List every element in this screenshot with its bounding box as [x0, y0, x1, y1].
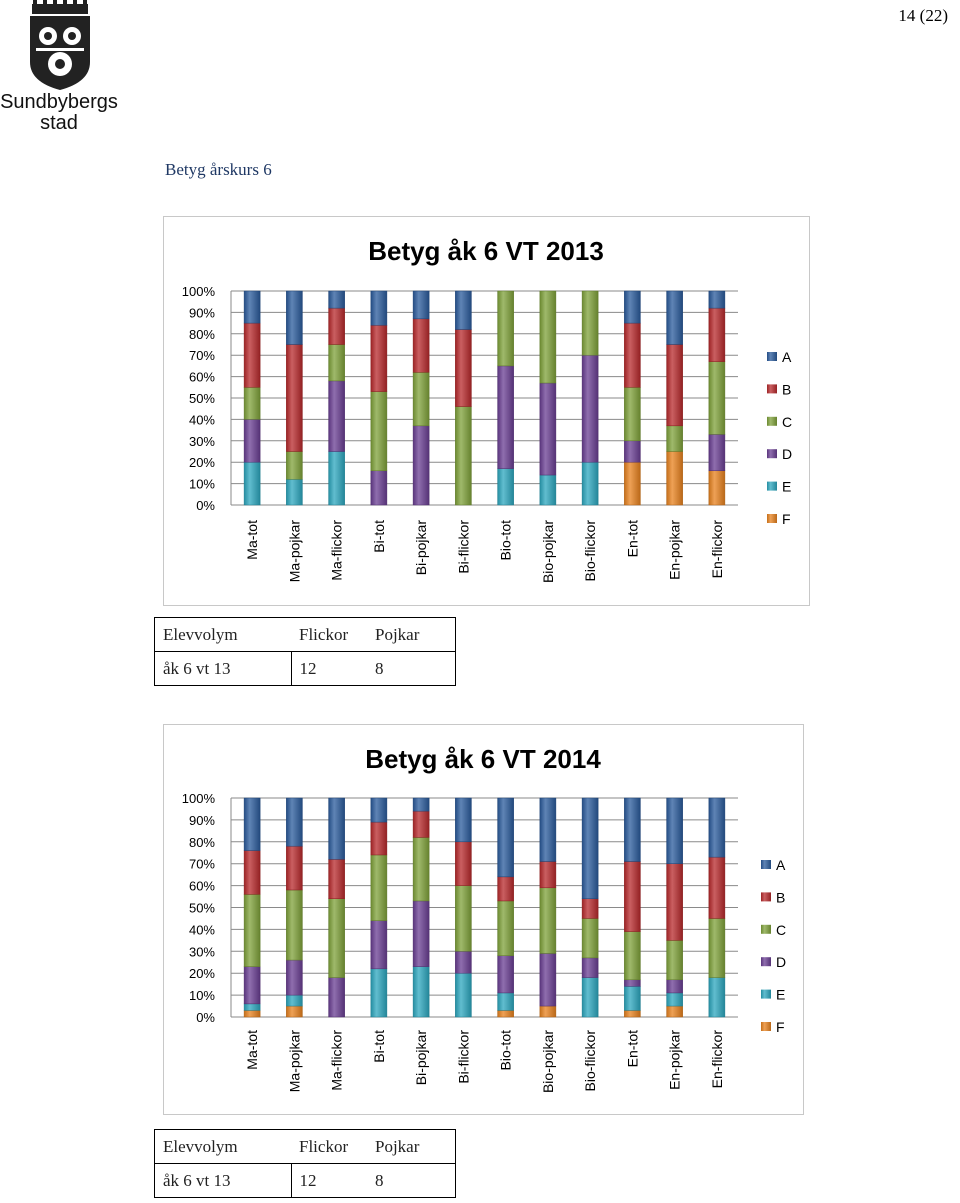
bar-segment-c [371, 855, 387, 921]
bar-segment-b [540, 862, 556, 888]
bar-segment-c [413, 837, 429, 901]
x-tick-label: Bi-tot [370, 520, 387, 553]
bar-segment-a [244, 798, 260, 851]
x-tick-label: Ma-tot [244, 1030, 261, 1070]
x-tick-label: Bi-flickor [455, 520, 472, 574]
legend-label: D [782, 446, 793, 463]
legend-label: F [776, 1019, 785, 1035]
table-cell-pojkar: 8 [367, 652, 456, 686]
bar-segment-c [709, 918, 725, 977]
bar-segment-e [709, 978, 725, 1017]
x-tick-label: En-pojkar [666, 1030, 683, 1090]
table-cell-flickor: 12 [291, 1164, 367, 1198]
y-tick-label: 20% [188, 455, 215, 471]
y-tick-label: 40% [188, 412, 215, 428]
y-tick-label: 10% [188, 476, 215, 492]
legend-swatch-a [761, 860, 771, 869]
bar-segment-e [455, 973, 471, 1017]
bar-segment-a [455, 798, 471, 842]
legend-swatch-d [761, 957, 771, 966]
bar-segment-c [667, 940, 683, 979]
legend-swatch-b [761, 892, 771, 901]
bar-segment-f [244, 1010, 260, 1017]
x-tick-label: Bio-pojkar [539, 520, 556, 584]
bar-segment-a [540, 798, 556, 862]
logo-text-line2: stad [40, 112, 78, 134]
bar-segment-d [540, 953, 556, 1006]
legend-label: B [782, 381, 792, 398]
bar-segment-d [413, 901, 429, 967]
bar-segment-b [286, 846, 302, 890]
y-tick-label: 100% [181, 284, 215, 299]
bar-segment-f [286, 1006, 302, 1017]
logo-text-line1: Sundbybergs [0, 91, 118, 113]
x-tick-label: Ma-pojkar [286, 1030, 303, 1093]
y-tick-label: 80% [188, 326, 215, 342]
page-number: 14 (22) [898, 6, 948, 25]
x-tick-label: En-flickor [708, 1030, 725, 1089]
bar-segment-a [709, 798, 725, 857]
bar-segment-d [498, 956, 514, 993]
y-tick-label: 40% [188, 922, 215, 938]
legend-label: A [776, 857, 786, 873]
x-tick-label: Bio-tot [497, 520, 514, 561]
bar-segment-e [244, 1004, 260, 1011]
y-tick-label: 50% [188, 900, 215, 916]
y-tick-label: 20% [188, 966, 215, 982]
bar-segment-c [286, 890, 302, 960]
bar-segment-d [667, 980, 683, 993]
bar-segment-a [413, 798, 429, 811]
bar-segment-e [667, 993, 683, 1006]
y-tick-label: 90% [188, 812, 215, 828]
x-tick-label: En-pojkar [666, 520, 683, 580]
x-tick-label: En-flickor [708, 520, 725, 579]
x-tick-label: Bio-flickor [582, 1030, 599, 1092]
x-tick-label: Bi-flickor [455, 1030, 472, 1084]
bar-segment-e [624, 986, 640, 1010]
bar-segment-b [244, 851, 260, 895]
bar-segment-b [667, 864, 683, 941]
legend-label: D [776, 954, 787, 971]
bar-segment-b [582, 899, 598, 919]
x-tick-label: Bio-tot [497, 1030, 514, 1071]
bar-segment-a [286, 798, 302, 846]
x-tick-label: Bi-pojkar [413, 520, 430, 576]
bar-segment-c [624, 932, 640, 980]
bar-segment-f [667, 1006, 683, 1017]
legend-label: C [776, 921, 787, 938]
bar-segment-b [709, 857, 725, 918]
legend-swatch-f [761, 1022, 771, 1031]
legend-label: F [782, 511, 791, 527]
table-header-flickor: Flickor [291, 1130, 367, 1164]
y-tick-label: 70% [188, 856, 215, 872]
table-cell-label: åk 6 vt 13 [155, 652, 292, 686]
x-tick-label: Bi-tot [370, 1030, 387, 1063]
y-tick-label: 90% [188, 305, 215, 321]
volume-table-2014 [154, 1129, 456, 1198]
table-cell-flickor: 12 [291, 652, 367, 686]
bar-segment-c [455, 886, 471, 952]
bar-segment-d [455, 951, 471, 973]
bar-segment-f [540, 1006, 556, 1017]
y-tick-label: 50% [188, 391, 215, 406]
y-tick-label: 100% [181, 791, 215, 806]
legend-label: C [782, 413, 793, 430]
bar-segment-a [371, 798, 387, 822]
bar-segment-c [540, 888, 556, 954]
chart-title: Betyg åk 6 VT 2014 [365, 744, 601, 774]
x-tick-label: En-tot [624, 1030, 641, 1068]
bar-segment-e [371, 969, 387, 1017]
bar-segment-b [455, 842, 471, 886]
x-tick-label: Ma-flickor [328, 520, 345, 581]
y-tick-label: 30% [188, 433, 215, 449]
bar-segment-d [624, 980, 640, 987]
bar-segment-c [244, 894, 260, 966]
bar-segment-b [413, 811, 429, 837]
bar-segment-e [582, 978, 598, 1017]
y-tick-label: 60% [188, 878, 215, 894]
section-heading: Betyg årskurs 6 [165, 160, 272, 179]
bar-segment-a [667, 798, 683, 864]
bar-segment-e [498, 993, 514, 1011]
bar-segment-b [329, 859, 345, 898]
bar-segment-d [582, 958, 598, 978]
bar-segment-c [582, 918, 598, 957]
table-header-elevvolym: Elevvolym [155, 1130, 292, 1164]
bar-segment-a [498, 798, 514, 877]
y-tick-label: 70% [188, 348, 215, 364]
bar-segment-a [582, 798, 598, 899]
bar-segment-a [329, 798, 345, 859]
x-tick-label: Ma-tot [244, 520, 261, 560]
bar-segment-f [498, 1010, 514, 1017]
bar-segment-d [244, 967, 260, 1004]
x-tick-label: Ma-flickor [328, 1030, 345, 1091]
legend-swatch-e [761, 990, 771, 999]
bar-segment-b [498, 877, 514, 901]
x-tick-label: Bio-pojkar [539, 1030, 556, 1094]
legend-label: B [776, 889, 786, 906]
x-tick-label: Bio-flickor [582, 520, 599, 582]
table-header-pojkar: Pojkar [367, 618, 456, 652]
table-header-elevvolym: Elevvolym [155, 618, 292, 652]
bar-segment-a [624, 798, 640, 862]
x-tick-label: En-tot [624, 520, 641, 558]
table-header-pojkar: Pojkar [367, 1130, 456, 1164]
bar-segment-d [286, 960, 302, 995]
legend-label: A [782, 349, 792, 365]
bar-segment-d [371, 921, 387, 969]
bar-segment-d [329, 978, 345, 1017]
bar-segment-c [498, 901, 514, 956]
bar-segment-f [624, 1010, 640, 1017]
x-tick-label: Bi-pojkar [413, 1030, 430, 1086]
y-tick-label: 60% [188, 369, 215, 385]
table-cell-pojkar: 8 [367, 1164, 456, 1198]
legend-label: E [782, 478, 792, 495]
y-tick-label: 0% [196, 1010, 215, 1025]
bar-segment-b [371, 822, 387, 855]
y-tick-label: 10% [188, 988, 215, 1004]
table-header-flickor: Flickor [291, 618, 367, 652]
table-cell-label: åk 6 vt 13 [155, 1164, 292, 1198]
bar-segment-e [286, 995, 302, 1006]
y-tick-label: 30% [188, 944, 215, 960]
bar-segment-e [413, 967, 429, 1017]
chart-title: Betyg åk 6 VT 2013 [368, 236, 604, 266]
legend-swatch-c [761, 925, 771, 934]
bar-segment-c [329, 899, 345, 978]
legend-label: E [776, 986, 786, 1003]
y-tick-label: 80% [188, 834, 215, 850]
x-tick-label: Ma-pojkar [286, 520, 303, 583]
y-tick-label: 0% [196, 498, 215, 513]
bar-segment-b [624, 862, 640, 932]
